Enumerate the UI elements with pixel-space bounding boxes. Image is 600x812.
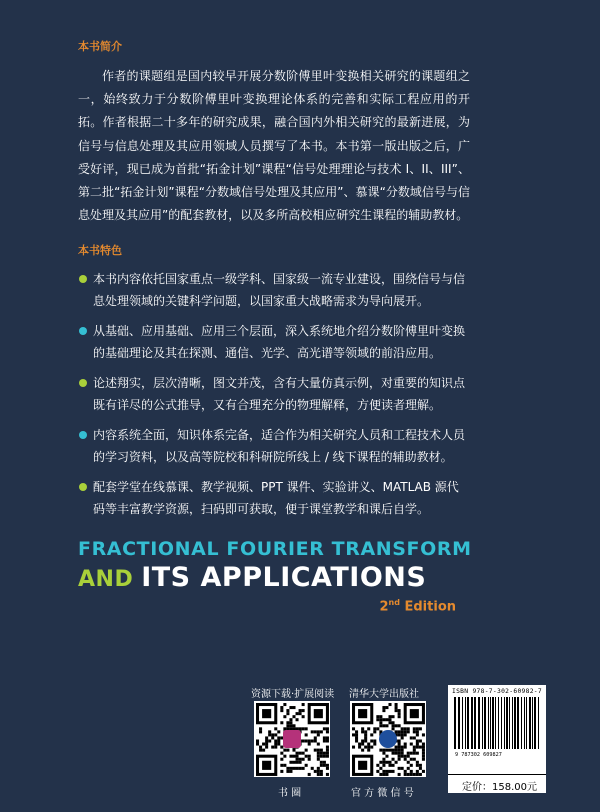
barcode-bars-icon bbox=[452, 697, 542, 755]
feature-item bbox=[93, 476, 470, 520]
feature-text: 从基础、应用基础、应用三个层面，深入系统地介绍分数阶傅里叶变换的基础理论及其在探测、通信、光学、高光谱等领域的前沿应用。 bbox=[93, 324, 466, 360]
feature-item bbox=[93, 372, 470, 416]
bullet-dot-icon bbox=[79, 379, 87, 387]
qr-code-publisher[interactable] bbox=[350, 701, 426, 777]
features-heading: 本书特色 bbox=[78, 244, 122, 257]
bullet-dot-icon bbox=[79, 327, 87, 335]
feature-text: 论述翔实，层次清晰，图文并茂，含有大量仿真示例，对重要的知识点既有详尽的公式推导，又有合理充分的物理解释，方便读者理解。 bbox=[93, 376, 466, 412]
edition-label bbox=[78, 595, 456, 615]
intro-paragraph: 作者的课题组是国内较早开展分数阶傅里叶变换相关研究的课题组之一，始终致力于分数阶傅里叶变换理论体系的完善和实际工程应用的开拓。作者根据二十多年的研究成果，融合国内外相关研究的最新进展，为信号与信息处理及其应用领域人员撰写了本书。本书第一版出版之后，广受好评，现已成为首批“拓金计划”课程“信号处理理论与技术 I、II、III”、第二批“拓金计划”课程“分数域信号处理及其应用”、慕课“分数域信号与信息处理及其应用”的配套教材，以及多所高校相应研究生课程的辅助教材。 bbox=[78, 69, 470, 223]
isbn-text: ISBN 978-7-302-60982-7 bbox=[451, 688, 542, 695]
publisher-logo-icon bbox=[379, 730, 397, 748]
isbn-barcode bbox=[448, 685, 546, 781]
edition-suffix: nd bbox=[388, 598, 400, 607]
feature-item bbox=[93, 268, 470, 312]
feature-text: 配套学堂在线慕课、教学视频、PPT 课件、实验讲义、MATLAB 源代码等丰富教学资源，扫码即可获取，便于课堂教学和课后自学。 bbox=[93, 480, 459, 516]
bullet-dot-icon bbox=[79, 275, 87, 283]
qr-left-bottom-label: 书 圈 bbox=[278, 788, 302, 799]
english-title-line2 bbox=[78, 562, 456, 597]
edition-number: 2 bbox=[379, 599, 389, 615]
feature-item bbox=[93, 320, 470, 364]
bullet-dot-icon bbox=[79, 431, 87, 439]
features-list bbox=[78, 268, 470, 528]
english-title-and: AND bbox=[78, 567, 134, 592]
intro-heading: 本书简介 bbox=[78, 40, 122, 53]
shuquan-logo-icon bbox=[283, 730, 301, 748]
bullet-dot-icon bbox=[79, 483, 87, 491]
english-title-line1: FRACTIONAL FOURIER TRANSFORM bbox=[78, 538, 472, 560]
qr-code-shuquan[interactable] bbox=[254, 701, 330, 777]
english-title-its-applications: ITS APPLICATIONS bbox=[141, 562, 427, 593]
english-title-block bbox=[78, 536, 472, 615]
isbn-digits: 9 787302 609827 bbox=[455, 752, 502, 758]
qr-right-top-label: 清华大学出版社 bbox=[349, 689, 419, 700]
edition-word: Edition bbox=[404, 599, 456, 615]
feature-text: 本书内容依托国家重点一级学科、国家级一流专业建设，围绕信号与信息处理领域的关键科学问题，以国家重大战略需求为导向展开。 bbox=[93, 272, 466, 308]
price-label: 定价：158.00元 bbox=[448, 774, 546, 793]
qr-left-top-label: 资源下载·扩展阅读 bbox=[251, 689, 335, 700]
qr-right-bottom-label: 官 方 微 信 号 bbox=[351, 788, 414, 799]
feature-item bbox=[93, 424, 470, 468]
feature-text: 内容系统全面，知识体系完备，适合作为相关研究人员和工程技术人员的学习资料，以及高等院校和科研院所线上 / 线下课程的辅助教材。 bbox=[93, 428, 466, 464]
